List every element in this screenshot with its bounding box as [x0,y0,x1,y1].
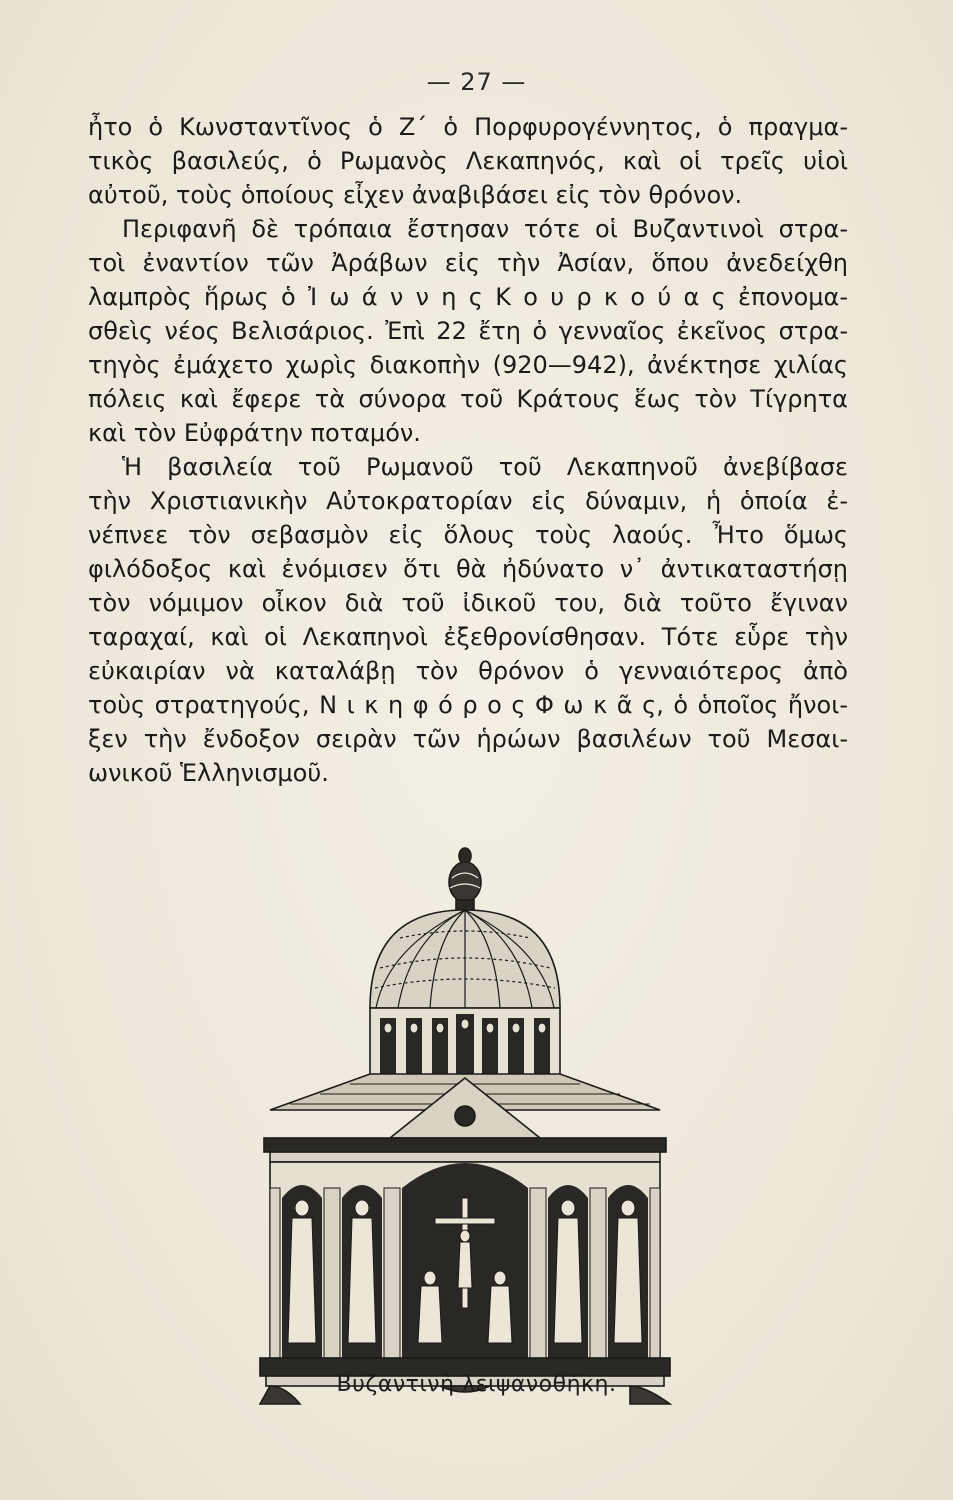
text-line: τοὺς στρατηγούς, Ν ι κ η φ ό ρ ο ς Φ ω κ ᾶ ς, ὁ ὁποῖος ἤνοι- [88,691,848,719]
finial [449,848,481,910]
text-line: ἦτο ὁ Κωνσταντῖνος ὁ Ζ´ ὁ Πορφυρογέννητος, ὁ πραγμα- [88,113,848,141]
reliquary-illustration [230,838,700,1438]
text-line: ωνικοῦ Ἑλληνισμοῦ. [88,759,329,787]
figure-caption: Βυζαντινὴ λειψανοθήκη. [336,1372,617,1397]
text-line: εὐκαιρίαν νὰ καταλάβῃ τὸν θρόνον ὁ γενναιότερος ἀπὸ [88,657,848,685]
text-line: λαμπρὸς ἥρως ὁ Ἰ ω ά ν ν η ς Κ ο υ ρ κ ο ύ α ς ἐπονομα- [88,283,848,311]
text-line: φιλόδοξος καὶ ἐνόμισεν ὅτι θὰ ἠδύνατο ν᾿ ἀντικαταστήσῃ [88,555,848,583]
text-line: τικὸς βασιλεύς, ὁ Ρωμανὸς Λεκαπηνός, καὶ οἱ τρεῖς υἱοὶ [88,147,848,175]
text-line: τοὶ ἐναντίον τῶν Ἀράβων εἰς τὴν Ἀσίαν, ὅπου ἀνεδείχθη [88,249,848,277]
text-line: τηγὸς ἐμάχετο χωρὶς διακοπὴν (920—942), ἀνέκτησε χιλίας [88,351,848,379]
body-text [88,110,848,790]
text-line: Ἡ βασιλεία τοῦ Ρωμανοῦ τοῦ Λεκαπηνοῦ ἀνεβίβασε [122,453,848,481]
text-line: ξεν τὴν ἔνδοξον σειρὰν τῶν ἡρώων βασιλέων τοῦ Μεσαι- [88,725,848,753]
cornice [264,1138,666,1152]
text-line: αὐτοῦ, τοὺς ὁποίους εἶχεν ἀναβιβάσει εἰς τὸν θρόνον. [88,181,743,209]
text-line: τὴν Χριστιανικὴν Αὐτοκρατορίαν εἰς δύναμιν, ἡ ὁποία ἐ- [88,487,848,515]
text-line: ταραχαί, καὶ οἱ Λεκαπηνοὶ ἐξεθρονίσθησαν. Τότε εὗρε τὴν [88,623,848,651]
text-line: τὸν νόμιμον οἶκον διὰ τοῦ ἰδικοῦ του, διὰ τοῦτο ἔγιναν [88,589,848,617]
text-line: Περιφανῆ δὲ τρόπαια ἔστησαν τότε οἱ Βυζαντινοὶ στρα- [122,215,848,243]
text-line: πόλεις καὶ ἔφερε τὰ σύνορα τοῦ Κράτους ἕως τὸν Τίγρητα [88,385,848,413]
text-line: νέπνεε τὸν σεβασμὸν εἰς ὅλους τοὺς λαούς. Ἦτο ὅμως [88,521,848,549]
page-number: — 27 — [426,68,527,96]
text-line: καὶ τὸν Εὐφράτην ποταμόν. [88,419,421,447]
text-line: σθεὶς νέος Βελισάριος. Ἐπὶ 22 ἔτη ὁ γενναῖος ἐκεῖνος στρα- [88,317,848,345]
